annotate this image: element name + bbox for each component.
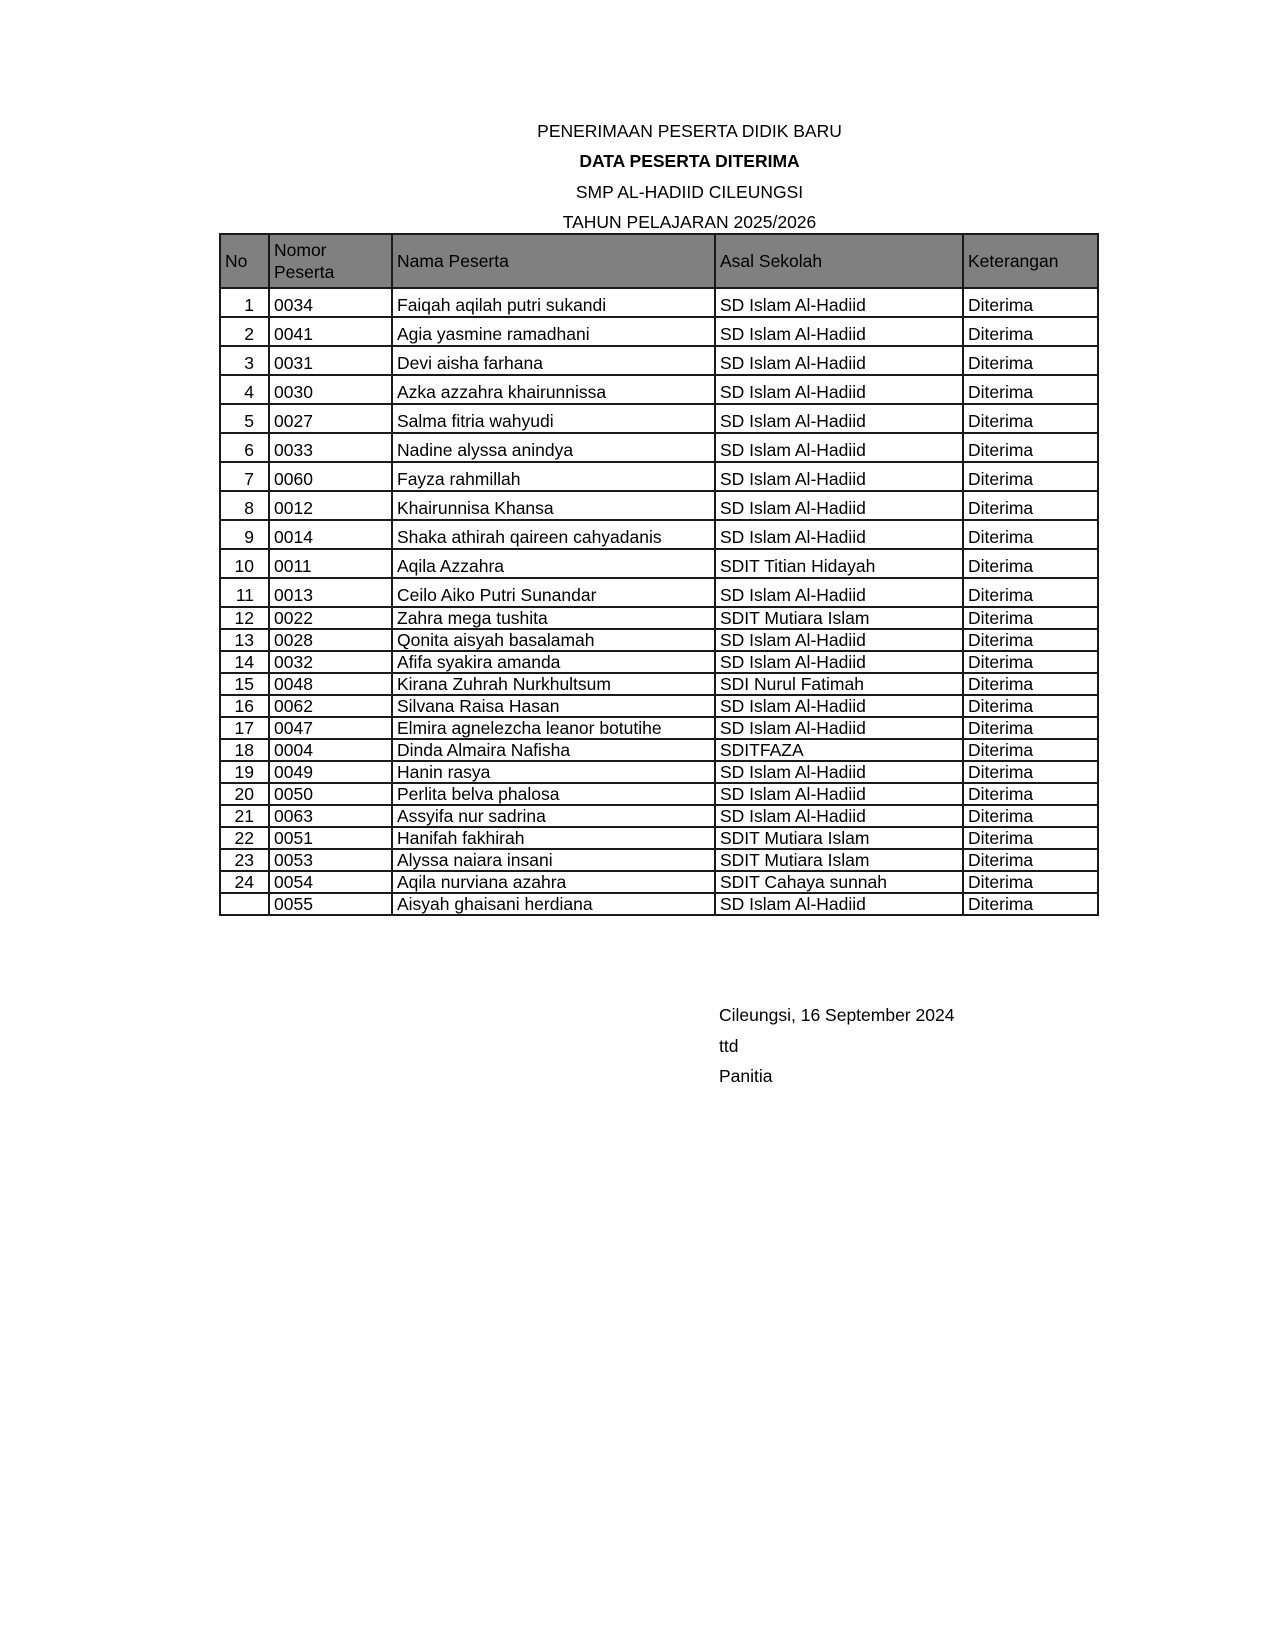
cell-asal: SD Islam Al-Hadiid (715, 717, 963, 739)
header-asal: Asal Sekolah (715, 234, 963, 288)
cell-nama: Silvana Raisa Hasan (392, 695, 715, 717)
cell-keterangan: Diterima (963, 578, 1098, 607)
cell-nomor: 0053 (269, 849, 392, 871)
header-nama: Nama Peserta (392, 234, 715, 288)
cell-asal: SD Islam Al-Hadiid (715, 520, 963, 549)
cell-nomor: 0063 (269, 805, 392, 827)
cell-no: 5 (220, 404, 269, 433)
table-row (220, 375, 1098, 404)
header-nomor (269, 234, 392, 288)
table-row (220, 462, 1098, 491)
cell-nomor: 0054 (269, 871, 392, 893)
heading-line-2 (0, 150, 1275, 172)
cell-no: 10 (220, 549, 269, 578)
cell-keterangan: Diterima (963, 761, 1098, 783)
cell-no: 12 (220, 607, 269, 629)
header-no: No (220, 234, 269, 288)
cell-keterangan: Diterima (963, 827, 1098, 849)
table-row (220, 871, 1098, 893)
header-nomor-line1: Nomor (274, 240, 327, 260)
cell-nama: Elmira agnelezcha leanor botutihe (392, 717, 715, 739)
cell-no: 8 (220, 491, 269, 520)
cell-nomor: 0060 (269, 462, 392, 491)
cell-keterangan: Diterima (963, 673, 1098, 695)
cell-no: 1 (220, 288, 269, 317)
cell-nama: Azka azzahra khairunnissa (392, 375, 715, 404)
cell-asal: SD Islam Al-Hadiid (715, 375, 963, 404)
cell-nomor: 0051 (269, 827, 392, 849)
cell-no: 17 (220, 717, 269, 739)
heading-line-1 (0, 120, 1275, 142)
cell-keterangan: Diterima (963, 739, 1098, 761)
cell-keterangan: Diterima (963, 433, 1098, 462)
cell-no: 14 (220, 651, 269, 673)
cell-asal: SD Islam Al-Hadiid (715, 433, 963, 462)
heading-year: TAHUN PELAJARAN 2025/2026 (562, 212, 817, 232)
cell-nama: Agia yasmine ramadhani (392, 317, 715, 346)
cell-keterangan: Diterima (963, 695, 1098, 717)
cell-nama: Nadine alyssa anindya (392, 433, 715, 462)
cell-keterangan: Diterima (963, 849, 1098, 871)
cell-asal: SD Islam Al-Hadiid (715, 578, 963, 607)
heading-title: DATA PESERTA DITERIMA (579, 151, 800, 171)
cell-no: 21 (220, 805, 269, 827)
cell-asal: SDIT Mutiara Islam (715, 827, 963, 849)
cell-nama: Khairunnisa Khansa (392, 491, 715, 520)
cell-keterangan: Diterima (963, 607, 1098, 629)
cell-no: 16 (220, 695, 269, 717)
cell-asal: SDITFAZA (715, 739, 963, 761)
cell-asal: SD Islam Al-Hadiid (715, 651, 963, 673)
heading-line-4 (0, 211, 1275, 233)
cell-nama: Faiqah aqilah putri sukandi (392, 288, 715, 317)
table-row (220, 491, 1098, 520)
table-row (220, 739, 1098, 761)
table-row (220, 288, 1098, 317)
cell-nama: Afifa syakira amanda (392, 651, 715, 673)
cell-no: 7 (220, 462, 269, 491)
cell-nama: Qonita aisyah basalamah (392, 629, 715, 651)
table-row (220, 805, 1098, 827)
cell-keterangan: Diterima (963, 871, 1098, 893)
table-row (220, 849, 1098, 871)
cell-keterangan: Diterima (963, 783, 1098, 805)
cell-nomor: 0034 (269, 288, 392, 317)
table-row (220, 651, 1098, 673)
cell-nomor: 0049 (269, 761, 392, 783)
cell-asal: SDIT Cahaya sunnah (715, 871, 963, 893)
cell-nomor: 0030 (269, 375, 392, 404)
cell-nomor: 0031 (269, 346, 392, 375)
cell-nama: Assyifa nur sadrina (392, 805, 715, 827)
cell-keterangan: Diterima (963, 893, 1098, 915)
cell-asal: SD Islam Al-Hadiid (715, 491, 963, 520)
cell-no: 15 (220, 673, 269, 695)
cell-asal: SD Islam Al-Hadiid (715, 288, 963, 317)
table-row (220, 629, 1098, 651)
table-row (220, 317, 1098, 346)
cell-keterangan: Diterima (963, 404, 1098, 433)
cell-asal: SDIT Mutiara Islam (715, 607, 963, 629)
cell-nama: Hanifah fakhirah (392, 827, 715, 849)
cell-nomor: 0014 (269, 520, 392, 549)
table-row (220, 673, 1098, 695)
cell-keterangan: Diterima (963, 629, 1098, 651)
table-row (220, 607, 1098, 629)
cell-no: 24 (220, 871, 269, 893)
cell-keterangan: Diterima (963, 288, 1098, 317)
cell-nomor: 0022 (269, 607, 392, 629)
cell-nama: Fayza rahmillah (392, 462, 715, 491)
cell-no: 2 (220, 317, 269, 346)
cell-nama: Aqila nurviana azahra (392, 871, 715, 893)
cell-no: 22 (220, 827, 269, 849)
cell-no: 20 (220, 783, 269, 805)
footer-ttd: ttd (719, 1036, 739, 1056)
footer-signer: Panitia (719, 1066, 773, 1086)
heading-line-3 (0, 181, 1275, 203)
cell-nomor: 0048 (269, 673, 392, 695)
cell-nama: Hanin rasya (392, 761, 715, 783)
table-row (220, 717, 1098, 739)
cell-nomor: 0050 (269, 783, 392, 805)
cell-nama: Kirana Zuhrah Nurkhultsum (392, 673, 715, 695)
header-nomor-line2: Peserta (274, 262, 335, 282)
cell-no: 13 (220, 629, 269, 651)
table-row (220, 695, 1098, 717)
cell-asal: SD Islam Al-Hadiid (715, 346, 963, 375)
cell-nomor: 0012 (269, 491, 392, 520)
cell-keterangan: Diterima (963, 462, 1098, 491)
cell-nomor: 0055 (269, 893, 392, 915)
cell-asal: SD Islam Al-Hadiid (715, 783, 963, 805)
cell-nama: Dinda Almaira Nafisha (392, 739, 715, 761)
cell-asal: SDIT Titian Hidayah (715, 549, 963, 578)
table-row (220, 783, 1098, 805)
header-keterangan: Keterangan (963, 234, 1098, 288)
cell-keterangan: Diterima (963, 491, 1098, 520)
table-row (220, 520, 1098, 549)
cell-nama: Shaka athirah qaireen cahyadanis (392, 520, 715, 549)
cell-nomor: 0047 (269, 717, 392, 739)
footer-place-date: Cileungsi, 16 September 2024 (719, 1005, 955, 1025)
table-row (220, 893, 1098, 915)
cell-no: 23 (220, 849, 269, 871)
cell-no: 4 (220, 375, 269, 404)
table-row (220, 346, 1098, 375)
cell-nomor: 0041 (269, 317, 392, 346)
table-row (220, 433, 1098, 462)
cell-keterangan: Diterima (963, 346, 1098, 375)
cell-keterangan: Diterima (963, 520, 1098, 549)
cell-nomor: 0028 (269, 629, 392, 651)
table-row (220, 761, 1098, 783)
cell-no: 3 (220, 346, 269, 375)
cell-no: 11 (220, 578, 269, 607)
cell-nomor: 0062 (269, 695, 392, 717)
cell-nama: Alyssa naiara insani (392, 849, 715, 871)
cell-no (220, 893, 269, 915)
cell-keterangan: Diterima (963, 317, 1098, 346)
cell-asal: SD Islam Al-Hadiid (715, 805, 963, 827)
cell-asal: SD Islam Al-Hadiid (715, 317, 963, 346)
table-row (220, 549, 1098, 578)
cell-no: 9 (220, 520, 269, 549)
cell-asal: SD Islam Al-Hadiid (715, 462, 963, 491)
cell-asal: SDIT Mutiara Islam (715, 849, 963, 871)
cell-nomor: 0027 (269, 404, 392, 433)
cell-nama: Aisyah ghaisani herdiana (392, 893, 715, 915)
cell-nama: Ceilo Aiko Putri Sunandar (392, 578, 715, 607)
cell-nama: Zahra mega tushita (392, 607, 715, 629)
cell-asal: SDI Nurul Fatimah (715, 673, 963, 695)
table-row (220, 827, 1098, 849)
cell-keterangan: Diterima (963, 717, 1098, 739)
cell-asal: SD Islam Al-Hadiid (715, 629, 963, 651)
cell-no: 18 (220, 739, 269, 761)
cell-nama: Devi aisha farhana (392, 346, 715, 375)
cell-nama: Salma fitria wahyudi (392, 404, 715, 433)
cell-nomor: 0013 (269, 578, 392, 607)
cell-nomor: 0004 (269, 739, 392, 761)
cell-asal: SD Islam Al-Hadiid (715, 404, 963, 433)
cell-no: 6 (220, 433, 269, 462)
cell-keterangan: Diterima (963, 805, 1098, 827)
heading-school: SMP AL-HADIID CILEUNGSI (575, 182, 804, 202)
cell-asal: SD Islam Al-Hadiid (715, 761, 963, 783)
table-row (220, 578, 1098, 607)
table-header-row (220, 234, 1098, 288)
cell-asal: SD Islam Al-Hadiid (715, 695, 963, 717)
participants-table (219, 233, 1099, 916)
cell-keterangan: Diterima (963, 375, 1098, 404)
cell-nomor: 0033 (269, 433, 392, 462)
heading-text-1: PENERIMAAN PESERTA DIDIK BARU (537, 121, 842, 141)
cell-nama: Aqila Azzahra (392, 549, 715, 578)
cell-no: 19 (220, 761, 269, 783)
cell-asal: SD Islam Al-Hadiid (715, 893, 963, 915)
cell-nama: Perlita belva phalosa (392, 783, 715, 805)
table-row (220, 404, 1098, 433)
cell-keterangan: Diterima (963, 549, 1098, 578)
cell-keterangan: Diterima (963, 651, 1098, 673)
cell-nomor: 0032 (269, 651, 392, 673)
cell-nomor: 0011 (269, 549, 392, 578)
